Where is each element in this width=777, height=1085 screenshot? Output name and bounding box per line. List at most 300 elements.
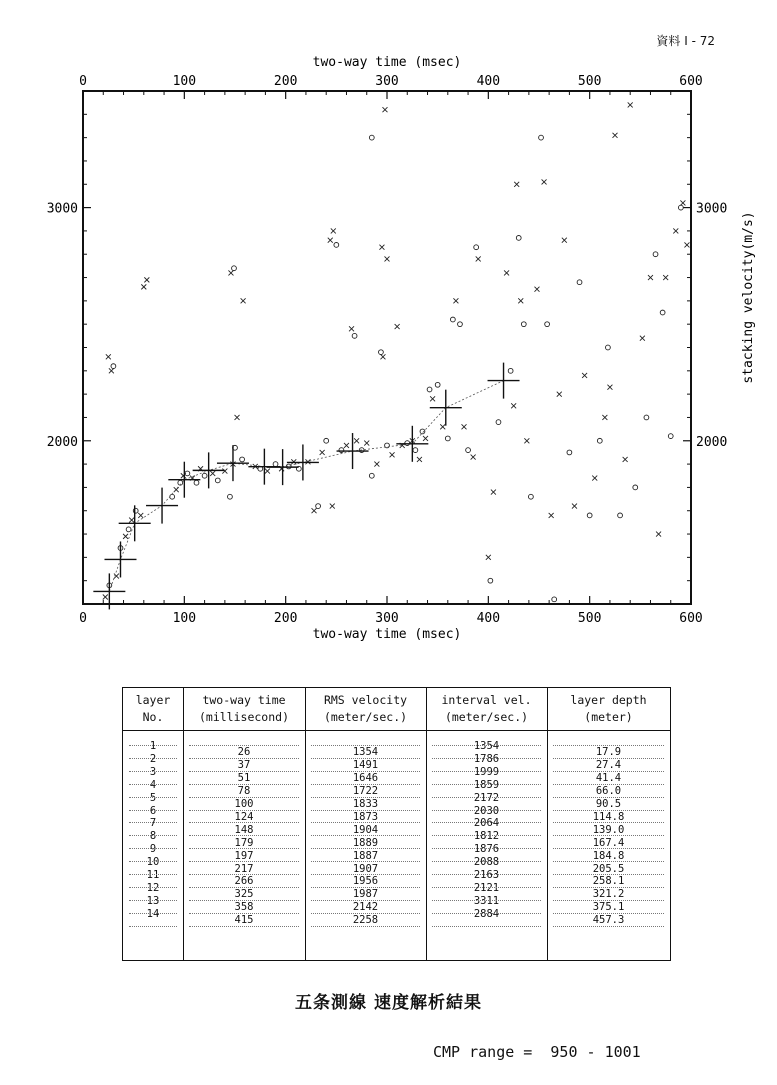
scatter-point-cross (562, 238, 567, 243)
two-way-time-cell: 179 (234, 836, 254, 849)
table-guide-line (553, 874, 664, 875)
table-guide-line (311, 913, 420, 914)
header-line-1: interval vel. (441, 693, 532, 707)
rms-velocity-cell: 1491 (352, 759, 379, 772)
table-guide-line (311, 822, 420, 823)
interval-velocity-cell: 2064 (473, 817, 500, 830)
header-line-1: RMS velocity (323, 693, 408, 707)
layer-number-cell: 12 (146, 881, 160, 894)
table-guide-line (432, 835, 541, 836)
table-header-cell (426, 692, 547, 726)
scatter-point-circle (202, 473, 207, 478)
layer-depth-cell: 258.1 (592, 875, 625, 888)
layer-number-cell: 8 (149, 830, 157, 843)
scatter-point-cross (235, 415, 240, 420)
table-guide-line (553, 900, 664, 901)
scatter-point-circle (633, 485, 638, 490)
table-guide-line (129, 784, 177, 785)
scatter-point-cross (514, 182, 519, 187)
scatter-point-cross (663, 275, 668, 280)
scatter-point-circle (126, 527, 131, 532)
layer-number-cell: 9 (149, 843, 157, 856)
table-guide-line (311, 926, 420, 927)
table-guide-line (553, 797, 664, 798)
layer-depth-cell: 17.9 (595, 746, 622, 759)
scatter-point-cross (379, 245, 384, 250)
two-way-time-cell: 325 (234, 888, 254, 901)
table-guide-line (311, 771, 420, 772)
table-guide-line (189, 797, 299, 798)
layer-number-cell: 14 (146, 907, 160, 920)
scatter-point-cross (395, 324, 400, 329)
rms-velocity-cell: 1833 (352, 798, 379, 811)
rms-velocity-cell: 1907 (352, 862, 379, 875)
table-guide-line (129, 810, 177, 811)
layer-depth-cell: 375.1 (592, 901, 625, 914)
interval-velocity-cell: 1354 (473, 740, 500, 752)
table-guide-line (553, 913, 664, 914)
scatter-point-cross (549, 513, 554, 518)
scatter-point-cross (144, 277, 149, 282)
scatter-point-circle (450, 317, 455, 322)
scatter-point-cross (640, 336, 645, 341)
table-header-cell (183, 692, 305, 726)
scatter-point-cross (374, 462, 379, 467)
table-guide-line (129, 771, 177, 772)
header-line-2: (meter) (584, 710, 633, 724)
scatter-point-cross (524, 438, 529, 443)
scatter-point-cross (476, 256, 481, 261)
header-line-2: (meter/sec.) (444, 710, 529, 724)
velocity-table (122, 687, 671, 961)
table-guide-line (189, 848, 299, 849)
scatter-point-cross (534, 287, 539, 292)
interval-velocity-cell: 2163 (473, 869, 500, 881)
scatter-point-circle (427, 387, 432, 392)
two-way-time-cell: 148 (234, 823, 254, 836)
table-guide-line (129, 822, 177, 823)
two-way-time-cell: 217 (234, 862, 254, 875)
scatter-point-cross (628, 102, 633, 107)
rms-velocity-cell: 1904 (352, 823, 379, 836)
table-guide-line (129, 874, 177, 875)
interval-velocity-cell: 1812 (473, 830, 500, 843)
table-guide-line (129, 797, 177, 798)
x-tick-label-bottom: 500 (577, 611, 602, 626)
scatter-point-cross (582, 373, 587, 378)
scatter-point-cross (331, 228, 336, 233)
table-guide-line (129, 900, 177, 901)
table-guide-line (432, 822, 541, 823)
interval-velocity-cell: 1786 (473, 752, 500, 765)
table-header-cell (123, 692, 183, 726)
scatter-point-circle (466, 448, 471, 453)
layer-number-cell: 3 (149, 765, 157, 778)
scatter-point-circle (488, 578, 493, 583)
scatter-point-cross (430, 396, 435, 401)
rms-velocity-cell: 2258 (352, 914, 379, 927)
layer-number-cell: 13 (146, 894, 160, 907)
scatter-point-cross (364, 441, 369, 446)
table-guide-line (432, 861, 541, 862)
layer-depth-cell: 90.5 (595, 798, 622, 811)
rms-velocity-cell: 1987 (352, 888, 379, 901)
scatter-point-cross (382, 107, 387, 112)
table-guide-line (311, 861, 420, 862)
scatter-point-cross (673, 228, 678, 233)
table-guide-line (553, 848, 664, 849)
scatter-point-circle (324, 438, 329, 443)
figure-caption: 五条測線 速度解析結果 (295, 993, 482, 1013)
two-way-time-cell: 415 (234, 914, 254, 927)
two-way-time-cell: 78 (237, 785, 251, 798)
scatter-point-cross (228, 270, 233, 275)
scatter-point-circle (339, 448, 344, 453)
table-guide-line (432, 758, 541, 759)
scatter-point-circle (352, 333, 357, 338)
two-way-time-cell: 51 (237, 772, 251, 785)
two-way-time-cell: 124 (234, 810, 254, 823)
table-column-divider (547, 688, 548, 960)
scatter-point-cross (542, 179, 547, 184)
layer-depth-cell: 114.8 (592, 810, 625, 823)
table-guide-line (129, 926, 177, 927)
scatter-point-cross (141, 284, 146, 289)
scatter-point-cross (623, 457, 628, 462)
scatter-point-circle (474, 245, 479, 250)
x-tick-label-bottom: 300 (375, 611, 399, 626)
two-way-time-cell: 26 (237, 746, 251, 759)
interval-velocity-cell: 2030 (473, 804, 500, 817)
scatter-point-cross (103, 595, 108, 600)
scatter-point-cross (385, 256, 390, 261)
table-guide-line (129, 758, 177, 759)
rms-velocity-cell: 1354 (352, 746, 379, 759)
scatter-point-cross (471, 455, 476, 460)
scatter-point-circle (587, 513, 592, 518)
scatter-point-circle (552, 597, 557, 602)
scatter-point-cross (511, 403, 516, 408)
scatter-point-circle (273, 462, 278, 467)
scatter-point-circle (508, 368, 513, 373)
scatter-point-circle (597, 438, 602, 443)
interval-velocity-cell: 2088 (473, 856, 500, 869)
x-tick-label-bottom: 600 (679, 611, 703, 626)
table-guide-line (311, 874, 420, 875)
scatter-point-cross (320, 450, 325, 455)
interval-velocity-cell: 1999 (473, 765, 500, 778)
table-guide-line (432, 900, 541, 901)
rms-velocity-cell: 2142 (352, 901, 379, 914)
x-tick-label-top: 500 (577, 74, 602, 89)
page-label: 資料 I - 72 (656, 34, 715, 48)
scatter-point-circle (668, 434, 673, 439)
scatter-point-cross (572, 504, 577, 509)
table-guide-line (311, 810, 420, 811)
scatter-point-circle (521, 322, 526, 327)
table-guide-line (129, 745, 177, 746)
scatter-point-circle (678, 205, 683, 210)
layer-number-cell: 4 (149, 778, 157, 791)
layer-depth-cell: 321.2 (592, 888, 625, 901)
rms-velocity-cell: 1873 (352, 810, 379, 823)
rms-velocity-cell: 1956 (352, 875, 379, 888)
table-guide-line (553, 835, 664, 836)
scatter-point-cross (440, 424, 445, 429)
table-guide-line (189, 926, 299, 927)
scatter-point-circle (606, 345, 611, 350)
table-guide-line (432, 745, 541, 746)
scatter-point-circle (567, 450, 572, 455)
layer-depth-cell: 457.3 (592, 914, 625, 927)
y-tick-label-right: 3000 (696, 201, 728, 217)
table-guide-line (311, 900, 420, 901)
layer-number-cell: 7 (149, 817, 157, 830)
table-guide-line (553, 926, 664, 927)
scatter-point-cross (330, 504, 335, 509)
table-guide-line (311, 848, 420, 849)
two-way-time-cell: 37 (237, 759, 251, 772)
table-guide-line (553, 784, 664, 785)
table-guide-line (311, 784, 420, 785)
table-guide-line (189, 913, 299, 914)
scatter-point-circle (528, 494, 533, 499)
scatter-point-circle (240, 457, 245, 462)
scatter-point-circle (379, 350, 384, 355)
interval-velocity-cell: 3311 (473, 894, 500, 907)
scatter-point-circle (369, 473, 374, 478)
interval-velocity-cell: 2884 (473, 907, 500, 920)
table-header-cell (547, 692, 670, 726)
scatter-point-circle (170, 494, 175, 499)
rms-velocity-cell: 1887 (352, 849, 379, 862)
scatter-point-cross (354, 438, 359, 443)
layer-number-cell: 5 (149, 791, 157, 804)
table-guide-line (432, 848, 541, 849)
scatter-point-cross (462, 424, 467, 429)
scatter-point-circle (435, 382, 440, 387)
scatter-point-cross (265, 469, 270, 474)
layer-depth-cell: 205.5 (592, 862, 625, 875)
table-guide-line (311, 835, 420, 836)
table-guide-line (189, 758, 299, 759)
scatter-point-circle (316, 504, 321, 509)
table-guide-line (553, 758, 664, 759)
table-guide-line (129, 835, 177, 836)
x-tick-label-top: 400 (476, 74, 501, 89)
table-guide-line (189, 861, 299, 862)
table-column-divider (305, 688, 306, 960)
scatter-point-cross (684, 242, 689, 247)
scatter-point-cross (602, 415, 607, 420)
two-way-time-cell: 266 (234, 875, 254, 888)
scatter-point-circle (545, 322, 550, 327)
scatter-point-cross (592, 476, 597, 481)
layer-number-cell: 11 (146, 869, 160, 881)
y-tick-label-right: 2000 (696, 434, 728, 450)
table-guide-line (432, 784, 541, 785)
table-guide-line (553, 861, 664, 862)
table-guide-line (311, 887, 420, 888)
scatter-point-circle (458, 322, 463, 327)
table-column-divider (183, 688, 184, 960)
table-guide-line (553, 810, 664, 811)
y-tick-label-left: 2000 (46, 434, 78, 450)
two-way-time-cell: 358 (234, 901, 254, 914)
table-guide-line (432, 771, 541, 772)
x-axis-title-top: two-way time (msec) (312, 55, 462, 70)
scatter-point-cross (607, 385, 612, 390)
table-header-cell (305, 692, 426, 726)
interval-velocity-cell: 2172 (473, 791, 500, 804)
scatter-point-cross (613, 133, 618, 138)
x-tick-label-top: 600 (679, 74, 703, 89)
rms-velocity-cell: 1889 (352, 836, 379, 849)
scatter-point-cross (486, 555, 491, 560)
scatter-point-circle (516, 236, 521, 241)
scatter-point-cross (491, 490, 496, 495)
table-guide-line (129, 913, 177, 914)
table-guide-line (432, 797, 541, 798)
velocity-pick-line (109, 381, 503, 592)
scatter-point-cross (656, 532, 661, 537)
table-guide-line (432, 887, 541, 888)
table-guide-line (129, 848, 177, 849)
layer-number-cell: 2 (149, 752, 157, 765)
scatter-point-cross (109, 368, 114, 373)
table-guide-line (432, 913, 541, 914)
table-guide-line (553, 771, 664, 772)
table-guide-line (189, 810, 299, 811)
scatter-point-circle (194, 480, 199, 485)
plot-frame (83, 91, 691, 604)
table-guide-line (311, 758, 420, 759)
scatter-point-circle (111, 364, 116, 369)
scatter-point-circle (445, 436, 450, 441)
scatter-point-cross (453, 298, 458, 303)
table-column-divider (426, 688, 427, 960)
scatter-point-circle (577, 280, 582, 285)
layer-number-cell: 10 (146, 856, 160, 869)
header-line-2: (millisecond) (198, 710, 289, 724)
scatter-point-circle (496, 420, 501, 425)
table-guide-line (189, 745, 299, 746)
table-guide-line (189, 900, 299, 901)
table-guide-line (189, 835, 299, 836)
scatter-point-cross (504, 270, 509, 275)
scatter-point-cross (123, 534, 128, 539)
table-guide-line (311, 745, 420, 746)
layer-depth-cell: 66.0 (595, 785, 622, 798)
x-tick-label-bottom: 200 (273, 611, 298, 626)
cmp-range: CMP range = 950 - 1001 (433, 1043, 641, 1061)
interval-velocity-cell: 1859 (473, 778, 500, 791)
table-guide-line (129, 887, 177, 888)
scatter-point-cross (680, 200, 685, 205)
table-guide-line (129, 861, 177, 862)
rms-velocity-cell: 1722 (352, 785, 379, 798)
scatter-point-circle (539, 135, 544, 140)
scatter-point-circle (413, 448, 418, 453)
scatter-point-cross (344, 443, 349, 448)
interval-velocity-cell: 1876 (473, 843, 500, 856)
header-line-2: (meter/sec.) (323, 710, 408, 724)
scatter-point-circle (653, 252, 658, 257)
table-guide-line (189, 784, 299, 785)
scatter-point-cross (417, 457, 422, 462)
layer-depth-cell: 27.4 (595, 759, 622, 772)
two-way-time-cell: 197 (234, 849, 254, 862)
interval-velocity-cell: 2121 (473, 881, 500, 894)
x-tick-label-top: 0 (79, 74, 87, 89)
scatter-point-circle (215, 478, 220, 483)
header-line-1: layer depth (570, 693, 647, 707)
layer-depth-cell: 167.4 (592, 836, 625, 849)
x-tick-label-top: 300 (375, 74, 399, 89)
table-guide-line (432, 810, 541, 811)
layer-depth-cell: 139.0 (592, 823, 625, 836)
rms-velocity-cell: 1646 (352, 772, 379, 785)
layer-number-cell: 1 (149, 740, 157, 752)
scatter-point-cross (390, 452, 395, 457)
scatter-point-circle (228, 494, 233, 499)
scatter-point-circle (232, 266, 237, 271)
x-tick-label-bottom: 400 (476, 611, 501, 626)
layer-number-cell: 6 (149, 804, 157, 817)
scatter-point-cross (129, 518, 134, 523)
table-guide-line (432, 926, 541, 927)
x-tick-label-top: 200 (273, 74, 298, 89)
scatter-point-cross (557, 392, 562, 397)
table-guide-line (553, 822, 664, 823)
scatter-point-cross (380, 354, 385, 359)
header-line-2: No. (142, 710, 164, 724)
x-tick-label-bottom: 100 (172, 611, 197, 626)
scatter-point-cross (312, 508, 317, 513)
y-tick-label-left: 3000 (46, 201, 78, 217)
layer-depth-cell: 41.4 (595, 772, 622, 785)
scatter-point-cross (423, 436, 428, 441)
scatter-point-circle (660, 310, 665, 315)
table-guide-line (189, 874, 299, 875)
scatter-point-cross (138, 513, 143, 518)
y-axis-title: stacking velocity(m/s) (741, 211, 756, 384)
table-guide-line (311, 797, 420, 798)
table-guide-line (553, 887, 664, 888)
scatter-point-circle (369, 135, 374, 140)
scatter-point-cross (210, 471, 215, 476)
scatter-point-cross (518, 298, 523, 303)
scatter-point-cross (328, 238, 333, 243)
table-guide-line (189, 771, 299, 772)
table-guide-line (189, 822, 299, 823)
scatter-point-cross (648, 275, 653, 280)
scatter-point-cross (349, 326, 354, 331)
scatter-point-cross (106, 354, 111, 359)
table-guide-line (189, 887, 299, 888)
two-way-time-cell: 100 (234, 798, 254, 811)
scatter-point-circle (618, 513, 623, 518)
scatter-point-circle (334, 243, 339, 248)
table-guide-line (432, 874, 541, 875)
header-line-1: layer (135, 693, 171, 707)
layer-depth-cell: 184.8 (592, 849, 625, 862)
x-axis-title-bottom: two-way time (msec) (312, 627, 462, 642)
scatter-point-circle (644, 415, 649, 420)
x-tick-label-top: 100 (172, 74, 197, 89)
table-guide-line (553, 745, 664, 746)
scatter-point-cross (241, 298, 246, 303)
